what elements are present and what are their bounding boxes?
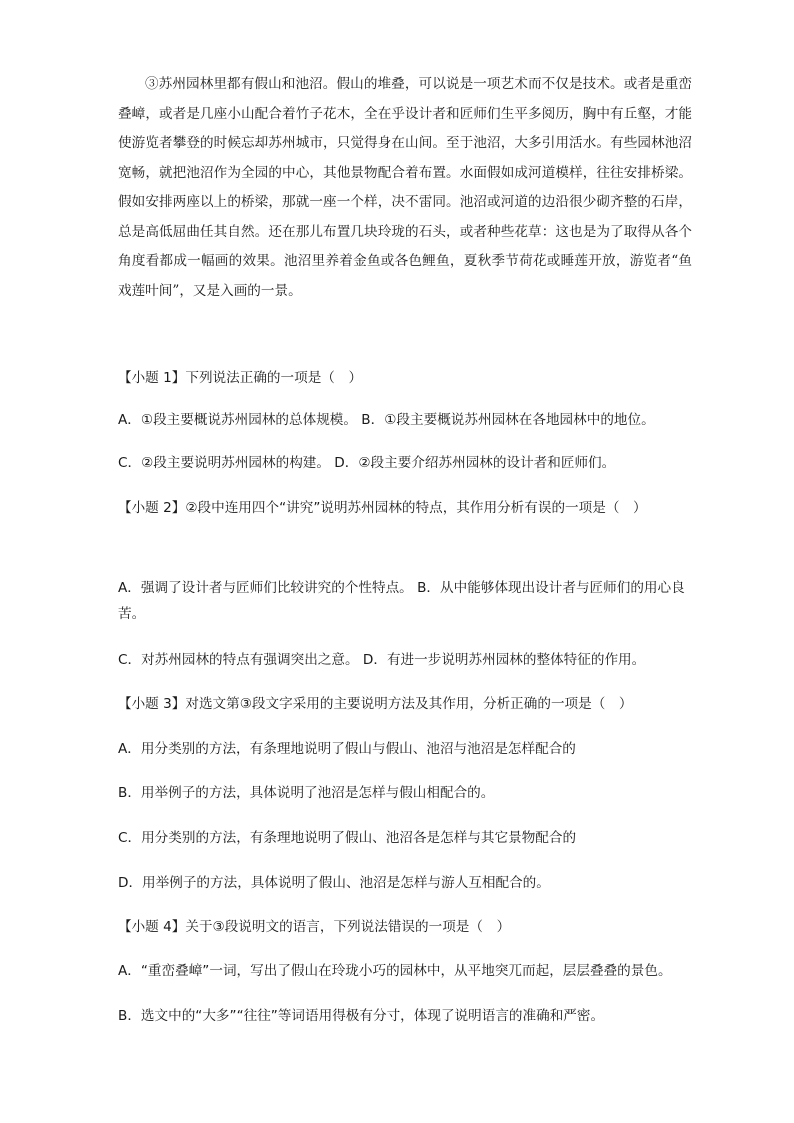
question-4-option-a: A．“重峦叠嶂”一词，写出了假山在玲珑小巧的园林中，从平地突兀而起，层层叠叠的景色。 <box>118 963 672 979</box>
question-3-option-a: A．用分类别的方法，有条理地说明了假山与假山、池沼与池沼是怎样配合的 <box>118 741 576 757</box>
question-4-option-b: B．选文中的“大多”“往往”等词语用得极有分寸，体现了说明语言的准确和严密。 <box>118 1008 605 1024</box>
question-3-option-d: D．用举例子的方法，具体说明了假山、池沼是怎样与游人互相配合的。 <box>118 875 550 891</box>
question-1-options-cd: C．②段主要说明苏州园林的构建。 D．②段主要介绍苏州园林的设计者和匠师们。 <box>118 455 616 471</box>
question-1-stem: 【小题 1】下列说法正确的一项是（ ） <box>118 370 363 386</box>
question-3-option-c: C．用分类别的方法，有条理地说明了假山、池沼各是怎样与其它景物配合的 <box>118 830 577 846</box>
question-4-stem: 【小题 4】关于③段说明文的语言，下列说法错误的一项是（ ） <box>118 919 511 935</box>
question-3-option-b: B．用举例子的方法，具体说明了池沼是怎样与假山相配合的。 <box>118 785 495 801</box>
question-3-stem: 【小题 3】对选文第③段文字采用的主要说明方法及其作用，分析正确的一项是（ ） <box>118 696 633 712</box>
question-2-options-ab: A．强调了设计者与匠师们比较讲究的个性特点。 B．从中能够体现出设计者与匠师们的用心良苦。 <box>118 580 685 622</box>
passage-paragraph-3: ③苏州园林里都有假山和池沼。假山的堆叠，可以说是一项艺术而不仅是技术。或者是重峦叠嶂，或者是几座小山配合着竹子花木，全在乎设计者和匠师们生平多阅历，胸中有丘壑，才能使游览者攀登的时候忘却苏州城市，只觉得身在山间。至于池沼，大多引用活水。有些园林池沼宽畅，就把池沼作为全园的中心，其他景物配合着布置。水面假如成河道模样，往往安排桥梁。假如安排两座以上的桥梁，那就一座一个样，决不雷同。池沼或河道的边沿很少砌齐整的石岸，总是高低屈曲任其自然。还在那儿布置几块玲珑的石头，或者种些花草：这也是为了取得从各个角度看都成一幅画的效果。池沼里养着金鱼或各色鲤鱼，夏秋季节荷花或睡莲开放，游览者“鱼戏莲叶间”，又是入画的一景。 <box>118 76 692 299</box>
question-1-options-ab: A．①段主要概说苏州园林的总体规模。 B．①段主要概说苏州园林在各地园林中的地位。 <box>118 412 655 428</box>
question-2-stem: 【小题 2】②段中连用四个“讲究”说明苏州园林的特点，其作用分析有误的一项是（ ） <box>118 500 647 516</box>
question-2-options-cd: C．对苏州园林的特点有强调突出之意。 D．有进一步说明苏州园林的整体特征的作用。 <box>118 652 646 668</box>
